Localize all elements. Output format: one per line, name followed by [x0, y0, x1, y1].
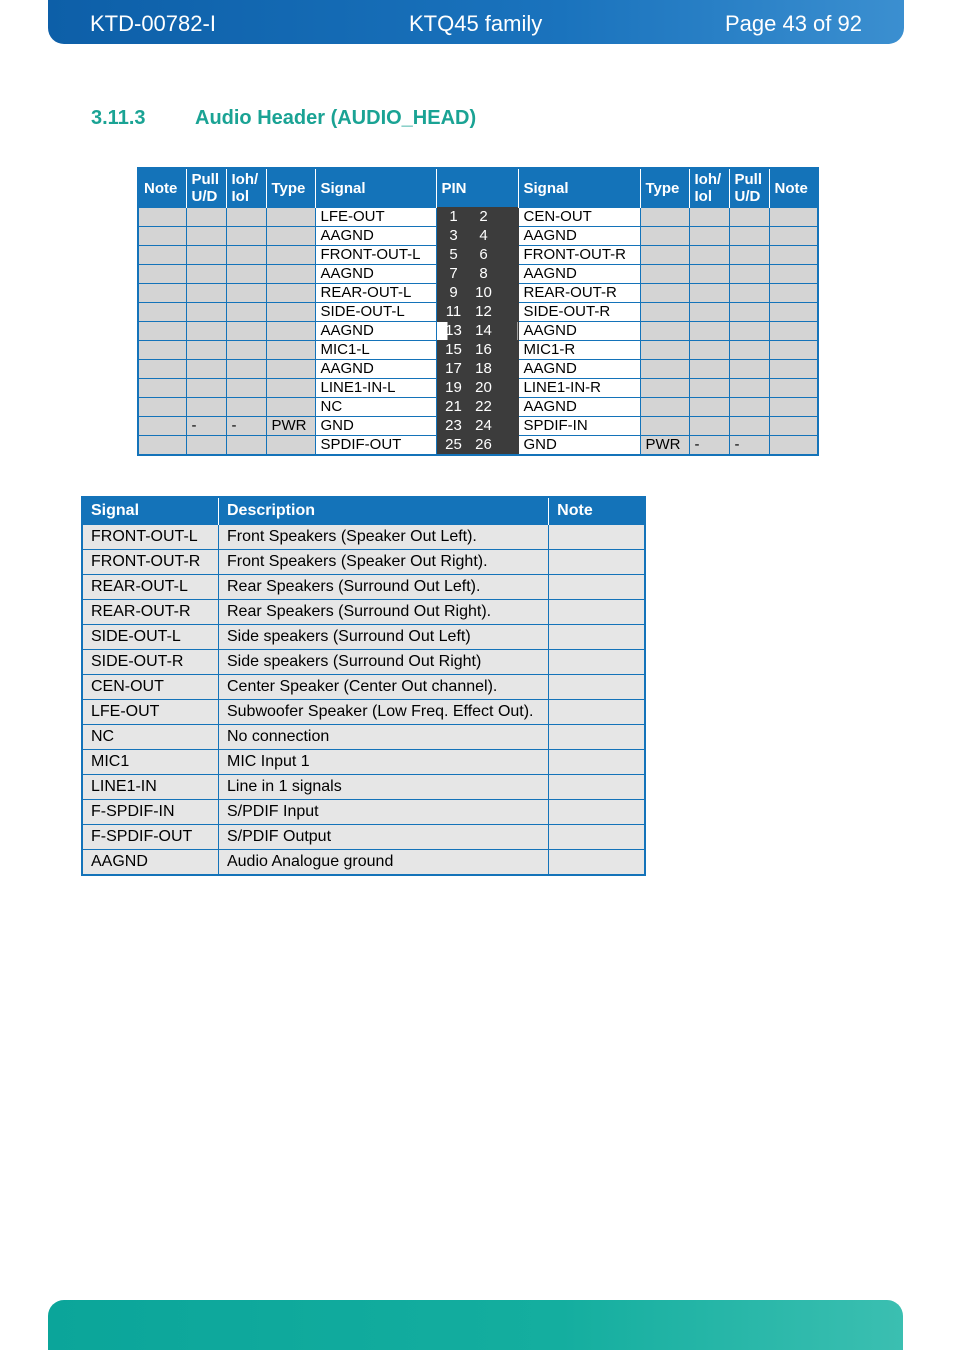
pin-table-header-cell: Ioh/ Iol	[689, 168, 729, 208]
pin-attr-cell	[138, 322, 186, 341]
pin-attr-cell	[266, 227, 315, 246]
pin-attr-cell	[769, 398, 818, 417]
pin-attr-cell	[689, 379, 729, 398]
signal-cell-right: SIDE-OUT-R	[518, 303, 640, 322]
desc-description-cell: Audio Analogue ground	[218, 850, 548, 876]
signal-cell-right: SPDIF-IN	[518, 417, 640, 436]
page-footer	[48, 1300, 903, 1350]
desc-note-cell	[549, 525, 645, 550]
pin-attr-cell	[226, 284, 266, 303]
pin-attr-cell	[689, 341, 729, 360]
desc-signal-cell: SIDE-OUT-L	[82, 625, 218, 650]
pin-attr-cell	[689, 227, 729, 246]
signal-cell-right: FRONT-OUT-R	[518, 246, 640, 265]
pin-attr-cell	[729, 303, 769, 322]
desc-table-row	[82, 525, 645, 550]
pin-attr-cell	[729, 417, 769, 436]
signal-cell-left: AAGND	[315, 322, 436, 341]
signal-cell-right: LINE1-IN-R	[518, 379, 640, 398]
pin-attr-cell	[640, 379, 689, 398]
desc-description-cell: Center Speaker (Center Out channel).	[218, 675, 548, 700]
signal-cell-right: AAGND	[518, 398, 640, 417]
pin-odd: 11	[445, 303, 462, 320]
pin-attr-cell	[729, 284, 769, 303]
pin-attr-cell: PWR	[640, 436, 689, 456]
pin-attr-cell	[689, 208, 729, 227]
pin-odd: 1	[449, 208, 458, 225]
desc-note-cell	[549, 750, 645, 775]
desc-note-cell	[549, 650, 645, 675]
desc-signal-cell: REAR-OUT-L	[82, 575, 218, 600]
desc-signal-cell: FRONT-OUT-R	[82, 550, 218, 575]
pin-attr-cell	[769, 360, 818, 379]
signal-cell-left: REAR-OUT-L	[315, 284, 436, 303]
doc-id: KTD-00782-I	[90, 11, 216, 36]
pin-attr-cell	[729, 398, 769, 417]
desc-table-header-cell: Note	[549, 497, 645, 525]
pin-table-header	[138, 168, 818, 208]
pin-attr-cell: -	[689, 436, 729, 456]
pin-table-header-cell: Signal	[518, 168, 640, 208]
desc-table-row	[82, 700, 645, 725]
pin-attr-cell	[138, 398, 186, 417]
signal-cell-right: AAGND	[518, 360, 640, 379]
desc-signal-cell: LINE1-IN	[82, 775, 218, 800]
pin-attr-cell	[769, 284, 818, 303]
signal-cell-left: AAGND	[315, 227, 436, 246]
pin-attr-cell	[266, 208, 315, 227]
pin-table-header-cell: Note	[138, 168, 186, 208]
pin-attr-cell	[689, 265, 729, 284]
desc-table-row	[82, 575, 645, 600]
desc-description-cell: MIC Input 1	[218, 750, 548, 775]
desc-description-cell: S/PDIF Output	[218, 825, 548, 850]
pin-table-header-cell: Type	[266, 168, 315, 208]
pin-attr-cell	[640, 303, 689, 322]
page-header	[48, 0, 904, 44]
pin-attr-cell	[769, 227, 818, 246]
pin-attr-cell	[689, 360, 729, 379]
desc-note-cell	[549, 725, 645, 750]
desc-description-cell: Front Speakers (Speaker Out Right).	[218, 550, 548, 575]
desc-note-cell	[549, 850, 645, 876]
desc-note-cell	[549, 800, 645, 825]
signal-cell-right: CEN-OUT	[518, 208, 640, 227]
pin-even: 4	[479, 227, 488, 244]
pin-even: 10	[475, 284, 492, 301]
section-title	[91, 107, 476, 130]
pin-odd: 25	[445, 436, 462, 453]
pin-attr-cell	[226, 322, 266, 341]
page-number: Page 43 of 92	[724, 11, 862, 36]
pin-table-header-cell: Ioh/ Iol	[226, 168, 266, 208]
pin-attr-cell: -	[186, 417, 226, 436]
pin-number-cell	[436, 284, 518, 303]
pin-attr-cell	[266, 265, 315, 284]
pin-attr-cell	[769, 436, 818, 456]
pin-attr-cell	[769, 265, 818, 284]
desc-signal-cell: NC	[82, 725, 218, 750]
signal-cell-left: LFE-OUT	[315, 208, 436, 227]
pin-even: 24	[475, 417, 492, 434]
pin-attr-cell	[186, 246, 226, 265]
pin-number-cell	[436, 265, 518, 284]
pin-odd: 5	[449, 246, 458, 263]
pin-attr-cell	[138, 341, 186, 360]
desc-signal-cell: CEN-OUT	[82, 675, 218, 700]
pin-table-header-cell: Signal	[315, 168, 436, 208]
section-number: 3.11.3	[91, 107, 146, 129]
pin-table-row	[138, 208, 818, 227]
pin-attr-cell	[689, 322, 729, 341]
desc-table-row	[82, 550, 645, 575]
pin-attr-cell	[226, 360, 266, 379]
signal-cell-right: AAGND	[518, 265, 640, 284]
pin-odd: 9	[449, 284, 458, 301]
pin-attr-cell	[226, 227, 266, 246]
pin-attr-cell	[640, 227, 689, 246]
pin-table-row	[138, 417, 818, 436]
signal-cell-left: MIC1-L	[315, 341, 436, 360]
pin-attr-cell	[640, 398, 689, 417]
signal-cell-left: LINE1-IN-L	[315, 379, 436, 398]
pin-attr-cell	[729, 265, 769, 284]
pin-attr-cell	[186, 265, 226, 284]
pin-attr-cell	[769, 208, 818, 227]
desc-note-cell	[549, 625, 645, 650]
pin-odd: 3	[449, 227, 458, 244]
section-title-text: Audio Header (AUDIO_HEAD)	[195, 107, 477, 129]
pin-table-row	[138, 227, 818, 246]
pin-attr-cell	[640, 265, 689, 284]
pin-number-cell	[436, 208, 518, 227]
pin-even: 22	[475, 398, 492, 415]
pin-attr-cell: PWR	[266, 417, 315, 436]
pin-even: 16	[475, 341, 492, 358]
desc-signal-cell: MIC1	[82, 750, 218, 775]
pin-attr-cell	[186, 436, 226, 456]
pin-attr-cell	[729, 208, 769, 227]
desc-table-row	[82, 650, 645, 675]
desc-table-row	[82, 600, 645, 625]
pin-attr-cell	[138, 303, 186, 322]
pin-table	[137, 167, 819, 456]
desc-table-row	[82, 725, 645, 750]
signal-cell-left: AAGND	[315, 265, 436, 284]
desc-table-row	[82, 825, 645, 850]
pin-attr-cell	[769, 246, 818, 265]
pin-attr-cell	[266, 322, 315, 341]
pin-attr-cell	[226, 303, 266, 322]
desc-description-cell: Front Speakers (Speaker Out Left).	[218, 525, 548, 550]
pin-attr-cell	[186, 360, 226, 379]
pin-attr-cell	[689, 303, 729, 322]
desc-table-row	[82, 775, 645, 800]
desc-description-cell: Rear Speakers (Surround Out Left).	[218, 575, 548, 600]
pin-even: 8	[479, 265, 488, 282]
desc-signal-cell: F-SPDIF-IN	[82, 800, 218, 825]
signal-cell-left: SPDIF-OUT	[315, 436, 436, 456]
pin-attr-cell	[186, 227, 226, 246]
pin-attr-cell	[138, 360, 186, 379]
desc-description-cell: No connection	[218, 725, 548, 750]
pin-attr-cell	[266, 246, 315, 265]
pin-attr-cell	[186, 303, 226, 322]
signal-cell-left: FRONT-OUT-L	[315, 246, 436, 265]
pin-attr-cell	[266, 398, 315, 417]
signal-cell-left: NC	[315, 398, 436, 417]
pin-attr-cell: -	[226, 417, 266, 436]
pin-number-cell	[436, 246, 518, 265]
desc-signal-cell: FRONT-OUT-L	[82, 525, 218, 550]
pin-attr-cell	[689, 284, 729, 303]
pin-attr-cell	[186, 379, 226, 398]
pin-number-cell	[436, 379, 518, 398]
product-family: KTQ45 family	[409, 11, 543, 36]
pin-attr-cell	[138, 227, 186, 246]
pin-attr-cell	[226, 398, 266, 417]
pin-attr-cell	[266, 360, 315, 379]
pin-table-row	[138, 265, 818, 284]
pin-attr-cell	[266, 284, 315, 303]
pin-attr-cell	[729, 360, 769, 379]
pin-table-row	[138, 284, 818, 303]
pin-odd: 21	[445, 398, 462, 415]
pin-attr-cell	[266, 341, 315, 360]
pin-even: 20	[475, 379, 492, 396]
pin-table-header-cell: Note	[769, 168, 818, 208]
desc-signal-cell: REAR-OUT-R	[82, 600, 218, 625]
pin-table-row	[138, 360, 818, 379]
pin-number-cell	[436, 398, 518, 417]
desc-description-cell: S/PDIF Input	[218, 800, 548, 825]
pin-attr-cell	[689, 398, 729, 417]
signal-cell-right: AAGND	[518, 227, 640, 246]
pin-number-cell	[436, 227, 518, 246]
pin-attr-cell	[138, 284, 186, 303]
pin-even: 26	[475, 436, 492, 453]
desc-description-cell: Rear Speakers (Surround Out Right).	[218, 600, 548, 625]
pin-attr-cell	[226, 208, 266, 227]
pin-table-row	[138, 398, 818, 417]
desc-description-cell: Side speakers (Surround Out Right)	[218, 650, 548, 675]
pin-table-row	[138, 341, 818, 360]
signal-cell-right: MIC1-R	[518, 341, 640, 360]
pin-number-cell	[436, 303, 518, 322]
pin-attr-cell	[769, 379, 818, 398]
pin-attr-cell	[138, 379, 186, 398]
pin-attr-cell	[769, 303, 818, 322]
desc-table-row	[82, 850, 645, 876]
desc-note-cell	[549, 775, 645, 800]
pin-attr-cell	[186, 322, 226, 341]
pin-attr-cell	[729, 227, 769, 246]
pin-attr-cell	[640, 341, 689, 360]
pin-attr-cell	[640, 284, 689, 303]
pin-number-cell	[436, 341, 518, 360]
pin-table-header-cell: Pull U/D	[186, 168, 226, 208]
pin-attr-cell	[186, 341, 226, 360]
pin-table-row	[138, 379, 818, 398]
pin-attr-cell	[266, 303, 315, 322]
pin-table-header-cell: PIN	[436, 168, 518, 208]
desc-note-cell	[549, 550, 645, 575]
pin-attr-cell	[186, 284, 226, 303]
pin-even: 2	[479, 208, 488, 225]
desc-table-row	[82, 625, 645, 650]
pin-table-row	[138, 246, 818, 265]
pin-odd: 19	[445, 379, 462, 396]
pin-number-cell	[436, 360, 518, 379]
signal-cell-right: REAR-OUT-R	[518, 284, 640, 303]
pin-attr-cell: -	[729, 436, 769, 456]
pin-table-row	[138, 322, 818, 341]
desc-table-header-cell: Description	[218, 497, 548, 525]
signal-cell-left: AAGND	[315, 360, 436, 379]
pin-odd: 13	[445, 322, 462, 339]
pin-odd: 15	[445, 341, 462, 358]
pin-number-cell	[436, 322, 518, 341]
desc-table-row	[82, 750, 645, 775]
pin-attr-cell	[729, 341, 769, 360]
pin-attr-cell	[769, 341, 818, 360]
pin-even: 18	[475, 360, 492, 377]
pin-attr-cell	[640, 208, 689, 227]
desc-description-cell: Line in 1 signals	[218, 775, 548, 800]
pin-attr-cell	[769, 322, 818, 341]
pin-attr-cell	[226, 379, 266, 398]
pin-attr-cell	[689, 246, 729, 265]
pin-attr-cell	[186, 208, 226, 227]
desc-signal-cell: F-SPDIF-OUT	[82, 825, 218, 850]
desc-table-header	[82, 497, 645, 525]
pin-attr-cell	[186, 398, 226, 417]
pin-table-header-cell: Pull U/D	[729, 168, 769, 208]
signal-cell-left: GND	[315, 417, 436, 436]
desc-description-cell: Side speakers (Surround Out Left)	[218, 625, 548, 650]
pin-attr-cell	[689, 417, 729, 436]
desc-note-cell	[549, 600, 645, 625]
pin-even: 14	[475, 322, 492, 339]
pin-odd: 23	[445, 417, 462, 434]
pin-attr-cell	[226, 436, 266, 456]
pin-table-header-cell: Type	[640, 168, 689, 208]
pin-attr-cell	[729, 246, 769, 265]
desc-table-row	[82, 800, 645, 825]
desc-table-header-cell: Signal	[82, 497, 218, 525]
desc-table-row	[82, 675, 645, 700]
desc-signal-cell: LFE-OUT	[82, 700, 218, 725]
pin-even: 6	[479, 246, 488, 263]
pin-attr-cell	[226, 265, 266, 284]
pin-attr-cell	[266, 379, 315, 398]
pin-attr-cell	[266, 436, 315, 456]
pin-attr-cell	[138, 208, 186, 227]
pin-table-row	[138, 436, 818, 456]
pin-number-cell	[436, 417, 518, 436]
desc-signal-cell: AAGND	[82, 850, 218, 876]
pin-even: 12	[475, 303, 492, 320]
desc-description-cell: Subwoofer Speaker (Low Freq. Effect Out).	[218, 700, 548, 725]
pin-attr-cell	[640, 360, 689, 379]
pin-odd: 17	[445, 360, 462, 377]
pin-attr-cell	[640, 417, 689, 436]
signal-cell-right: AAGND	[518, 322, 640, 341]
pin-attr-cell	[138, 436, 186, 456]
pin-attr-cell	[138, 246, 186, 265]
pin-table-row	[138, 303, 818, 322]
desc-note-cell	[549, 700, 645, 725]
pin-attr-cell	[640, 246, 689, 265]
desc-signal-cell: SIDE-OUT-R	[82, 650, 218, 675]
signal-description-table	[81, 496, 646, 876]
pin-attr-cell	[226, 341, 266, 360]
desc-note-cell	[549, 675, 645, 700]
desc-note-cell	[549, 575, 645, 600]
pin-attr-cell	[226, 246, 266, 265]
pin-attr-cell	[640, 322, 689, 341]
pin-odd: 7	[449, 265, 458, 282]
pin-attr-cell	[138, 417, 186, 436]
pin-attr-cell	[138, 265, 186, 284]
pin-attr-cell	[729, 379, 769, 398]
signal-cell-right: GND	[518, 436, 640, 456]
signal-cell-left: SIDE-OUT-L	[315, 303, 436, 322]
desc-note-cell	[549, 825, 645, 850]
pin-attr-cell	[769, 417, 818, 436]
pin-attr-cell	[729, 322, 769, 341]
pin-number-cell	[436, 436, 518, 456]
